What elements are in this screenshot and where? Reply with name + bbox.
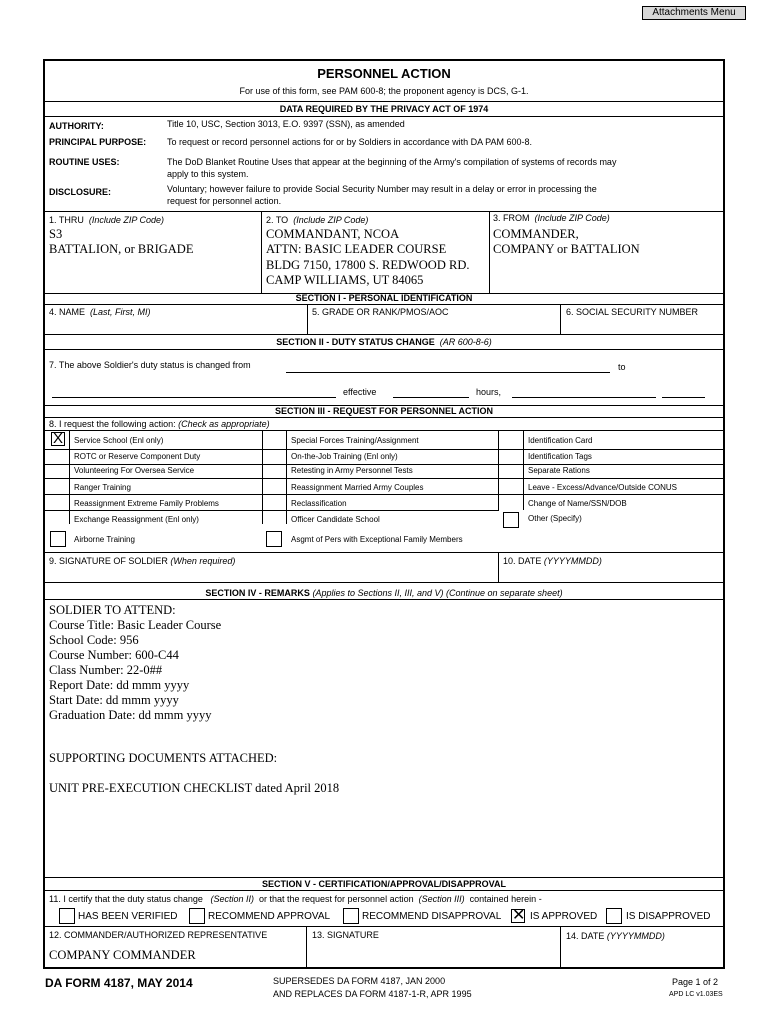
certify-line: 11. I certify that the duty status change (Section II) or that the request for personnel action (Section III) contained herein - bbox=[49, 894, 542, 904]
hours-label: hours, bbox=[476, 387, 502, 397]
hours-field-2[interactable] bbox=[662, 397, 705, 398]
form-frame bbox=[43, 59, 725, 969]
commander-label: 12. COMMANDER/AUTHORIZED REPRESENTATIVE bbox=[49, 930, 268, 940]
option-reclassification: Reclassification bbox=[291, 499, 347, 508]
to-line-3[interactable]: BLDG 7150, 17800 S. REDWOOD RD. bbox=[266, 258, 470, 272]
from-label: 3. FROM (Include ZIP Code) bbox=[493, 213, 610, 223]
section3-heading: SECTION III - REQUEST FOR PERSONNEL ACTION bbox=[274, 406, 494, 416]
option-married-couples: Reassignment Married Army Couples bbox=[291, 483, 424, 492]
opt-recommend-approval: RECOMMEND APPROVAL bbox=[208, 911, 331, 922]
routine-text-1: The DoD Blanket Routine Uses that appear at the beginning of the Army's compilation of systems of records may bbox=[167, 157, 617, 167]
effective-field[interactable] bbox=[393, 397, 469, 398]
to-line-1[interactable]: COMMANDANT, NCOA bbox=[266, 227, 400, 241]
opt-recommend-disapproval: RECOMMEND DISAPPROVAL bbox=[362, 911, 502, 922]
checkbox-disapproved[interactable] bbox=[606, 908, 622, 924]
checkbox-service-school[interactable]: X bbox=[52, 430, 63, 447]
to-line-2[interactable]: ATTN: BASIC LEADER COURSE bbox=[266, 242, 447, 256]
remarks-line-4[interactable]: Course Number: 600-C44 bbox=[49, 648, 179, 662]
duty-from-field[interactable] bbox=[286, 372, 610, 373]
supersedes-2: AND REPLACES DA FORM 4187-1-R, APR 1995 bbox=[273, 989, 472, 999]
option-exchange: Exchange Reassignment (Enl only) bbox=[74, 515, 199, 524]
remarks-line-3[interactable]: School Code: 956 bbox=[49, 633, 139, 647]
authority-text: Title 10, USC, Section 3013, E.O. 9397 (SSN), as amended bbox=[167, 119, 405, 129]
to-label: 2. TO (Include ZIP Code) bbox=[266, 215, 369, 225]
form-title: PERSONNEL ACTION bbox=[317, 66, 451, 81]
option-id-card: Identification Card bbox=[528, 436, 593, 445]
option-other: Other (Specify) bbox=[528, 514, 582, 523]
signature-label: 13. SIGNATURE bbox=[312, 930, 379, 940]
approval-date-label: 14. DATE (YYYYMMDD) bbox=[566, 931, 665, 941]
option-reassign-extreme: Reassignment Extreme Family Problems bbox=[74, 499, 219, 508]
section1-heading: SECTION I - PERSONAL IDENTIFICATION bbox=[295, 293, 473, 303]
checkbox-airborne[interactable] bbox=[50, 531, 66, 547]
thru-label: 1. THRU (Include ZIP Code) bbox=[49, 215, 165, 225]
option-rotc: ROTC or Reserve Component Duty bbox=[74, 452, 201, 461]
option-separate-rations: Separate Rations bbox=[528, 466, 590, 475]
option-ojt: On-the-Job Training (Enl only) bbox=[291, 452, 398, 461]
grade-label: 5. GRADE OR RANK/PMOS/AOC bbox=[312, 307, 449, 317]
hours-field[interactable] bbox=[512, 397, 656, 398]
attachments-menu-button[interactable]: Attachments Menu bbox=[642, 6, 746, 20]
form-number: DA FORM 4187, MAY 2014 bbox=[45, 976, 193, 990]
checkbox-recommend-approval[interactable] bbox=[189, 908, 205, 924]
checkbox-other[interactable] bbox=[503, 512, 519, 528]
soldier-date-label: 10. DATE (YYYYMMDD) bbox=[503, 556, 602, 566]
commander-value[interactable]: COMPANY COMMANDER bbox=[49, 948, 196, 962]
purpose-label: PRINCIPAL PURPOSE: bbox=[49, 137, 147, 147]
duty-status-line: 7. The above Soldier's duty status is changed from bbox=[49, 360, 251, 370]
remarks-line-7[interactable]: Start Date: dd mmm yyyy bbox=[49, 693, 179, 707]
thru-line-2[interactable]: BATTALION, or BRIGADE bbox=[49, 242, 194, 256]
ssn-label: 6. SOCIAL SECURITY NUMBER bbox=[566, 307, 699, 317]
remarks-line-8[interactable]: Graduation Date: dd mmm yyyy bbox=[49, 708, 212, 722]
disclosure-label: DISCLOSURE: bbox=[49, 187, 112, 197]
option-leave: Leave - Excess/Advance/Outside CONUS bbox=[528, 483, 677, 492]
section5-heading: SECTION V - CERTIFICATION/APPROVAL/DISAPPROVAL bbox=[261, 879, 506, 889]
option-oversea: Volunteering For Oversea Service bbox=[74, 466, 195, 475]
option-ranger: Ranger Training bbox=[74, 483, 131, 492]
effective-label: effective bbox=[343, 387, 377, 397]
option-service-school: Service School (Enl only) bbox=[74, 436, 164, 445]
authority-label: AUTHORITY: bbox=[49, 121, 104, 131]
duty-to-field[interactable] bbox=[52, 397, 336, 398]
option-ocs: Officer Candidate School bbox=[291, 515, 380, 524]
option-retesting: Retesting in Army Personnel Tests bbox=[291, 466, 413, 475]
option-id-tags: Identification Tags bbox=[528, 452, 592, 461]
thru-line-1[interactable]: S3 bbox=[49, 227, 63, 241]
disclosure-text-2: request for personnel action. bbox=[167, 196, 282, 206]
option-change-name: Change of Name/SSN/DOB bbox=[528, 499, 627, 508]
remarks-line-5[interactable]: Class Number: 22-0## bbox=[49, 663, 163, 677]
name-label: 4. NAME (Last, First, MI) bbox=[49, 307, 151, 317]
opt-disapproved: IS DISAPPROVED bbox=[626, 911, 711, 922]
remarks-line-2[interactable]: Course Title: Basic Leader Course bbox=[49, 618, 222, 632]
option-exceptional-family: Asgmt of Pers with Exceptional Family Members bbox=[291, 535, 463, 544]
checkbox-exceptional-family[interactable] bbox=[266, 531, 282, 547]
opt-approved: IS APPROVED bbox=[530, 911, 598, 922]
routine-text-2: apply to this system. bbox=[167, 169, 249, 179]
supporting-docs[interactable]: SUPPORTING DOCUMENTS ATTACHED: bbox=[49, 751, 278, 765]
from-line-2[interactable]: COMPANY or BATTALION bbox=[493, 242, 640, 256]
disclosure-text-1: Voluntary; however failure to provide Social Security Number may result in a delay or error in processing the bbox=[167, 184, 597, 194]
checkbox-recommend-disapproval[interactable] bbox=[343, 908, 359, 924]
to-line-4[interactable]: CAMP WILLIAMS, UT 84065 bbox=[266, 273, 424, 287]
routine-label: ROUTINE USES: bbox=[49, 157, 120, 167]
page-number: Page 1 of 2 bbox=[672, 977, 719, 987]
request-line: 8. I request the following action: (Check as appropriate) bbox=[49, 419, 270, 429]
supersedes-1: SUPERSEDES DA FORM 4187, JAN 2000 bbox=[273, 976, 446, 986]
remarks-line-6[interactable]: Report Date: dd mmm yyyy bbox=[49, 678, 190, 692]
version: APD LC v1.03ES bbox=[669, 991, 723, 998]
remarks-line-1[interactable]: SOLDIER TO ATTEND: bbox=[49, 603, 176, 617]
checkbox-approved[interactable]: ✕ bbox=[512, 907, 526, 924]
section2-heading: SECTION II - DUTY STATUS CHANGE (AR 600-8-6) bbox=[276, 337, 492, 347]
duty-to-label: to bbox=[618, 362, 626, 372]
option-special-forces: Special Forces Training/Assignment bbox=[291, 436, 419, 445]
privacy-heading: DATA REQUIRED BY THE PRIVACY ACT OF 1974 bbox=[279, 104, 489, 114]
opt-verified: HAS BEEN VERIFIED bbox=[78, 911, 178, 922]
section4-heading: SECTION IV - REMARKS (Applies to Sections II, III, and V) (Continue on separate sheet) bbox=[205, 588, 563, 598]
soldier-signature-label: 9. SIGNATURE OF SOLDIER (When required) bbox=[49, 556, 236, 566]
purpose-text: To request or record personnel actions for or by Soldiers in accordance with DA PAM 600-8. bbox=[167, 137, 533, 147]
form-subtitle: For use of this form, see PAM 600-8; the proponent agency is DCS, G-1. bbox=[239, 86, 529, 96]
checkbox-verified[interactable] bbox=[59, 908, 75, 924]
option-airborne: Airborne Training bbox=[74, 535, 135, 544]
checklist-line[interactable]: UNIT PRE-EXECUTION CHECKLIST dated April 2018 bbox=[49, 781, 340, 795]
from-line-1[interactable]: COMMANDER, bbox=[493, 227, 579, 241]
